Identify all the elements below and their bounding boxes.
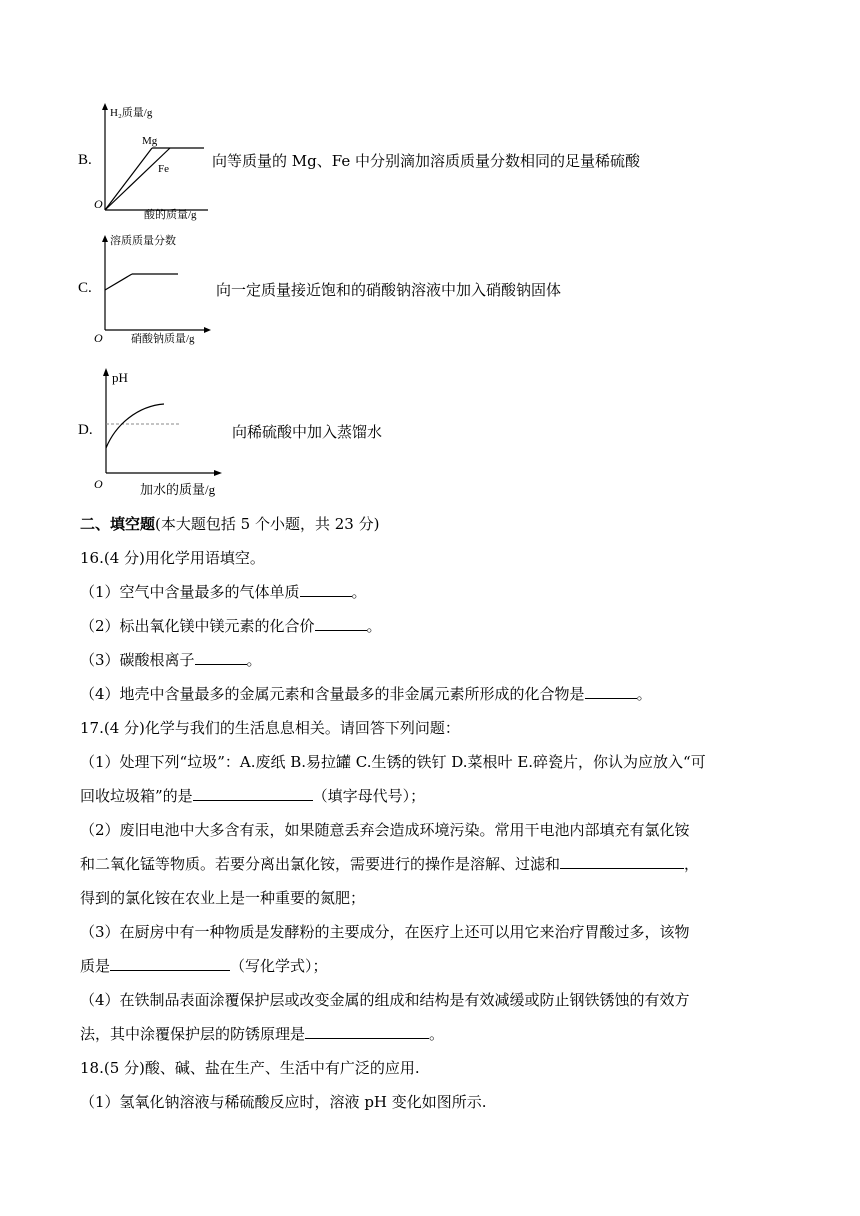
q17-p1-line1: （1）处理下列“垃圾”：A.废纸 B.易拉罐 C.生锈的铁钉 D.菜根叶 E.碎瓷片，你认为应放入“可 xyxy=(80,753,706,771)
q16-blank-4[interactable] xyxy=(585,684,637,699)
q16-blank-3[interactable] xyxy=(195,650,247,665)
q16-item-4: （4）地壳中含量最多的金属元素和含量最多的非金属元素所形成的化合物是 。 xyxy=(80,685,652,703)
q17-p2-line3: 得到的氯化铵在农业上是一种重要的氮肥； xyxy=(80,889,366,907)
section-title: 二、填空题 xyxy=(80,515,156,533)
option-d-letter: D. xyxy=(78,422,93,438)
q17-stem: 17.(4 分)化学与我们的生活息息相关。请回答下列问题： xyxy=(80,719,460,737)
q17-p2-line1: （2）废旧电池中大多含有汞，如果随意丢弃会造成环境污染。常用干电池内部填充有氯化铵 xyxy=(80,821,690,839)
q18-p1: （1）氢氧化钠溶液与稀硫酸反应时，溶液 pH 变化如图所示. xyxy=(80,1093,487,1111)
option-b-label-fe: Fe xyxy=(158,163,169,175)
option-d-origin: O xyxy=(94,477,103,491)
option-d-y-axis-label: pH xyxy=(112,370,128,385)
option-b-label-mg: Mg xyxy=(142,135,158,147)
option-c-origin: O xyxy=(94,331,103,345)
q17-blank-1[interactable] xyxy=(193,786,313,801)
option-c-text: 向一定质量接近饱和的硝酸钠溶液中加入硝酸钠固体 xyxy=(216,281,562,299)
q17-p3-line1: （3）在厨房中有一种物质是发酵粉的主要成分，在医疗上还可以用它来治疗胃酸过多，该物 xyxy=(80,923,690,941)
q17-p1-line2: 回收垃圾箱”的是 （填字母代号）； xyxy=(80,787,426,805)
q17-p4-line1: （4）在铁制品表面涂覆保护层或改变金属的组成和结构是有效减缓或防止钢铁锈蚀的有效方 xyxy=(80,991,690,1009)
option-b-text: 向等质量的 Mg、Fe 中分别滴加溶质质量分数相同的足量稀硫酸 xyxy=(212,152,640,170)
q17-p2-line2: 和二氧化锰等物质。若要分离出氯化铵，需要进行的操作是溶解、过滤和 ， xyxy=(80,855,700,873)
option-b-y-axis-label: H₂质量/g xyxy=(110,107,153,119)
q17-p4-line2: 法，其中涂覆保护层的防锈原理是 。 xyxy=(80,1025,445,1043)
option-d-text: 向稀硫酸中加入蒸馏水 xyxy=(232,423,383,441)
q17-blank-2[interactable] xyxy=(560,854,684,869)
q16-item-1: （1）空气中含量最多的气体单质 。 xyxy=(80,583,367,601)
section-heading xyxy=(80,514,379,534)
q17-blank-3[interactable] xyxy=(110,956,230,971)
q18-stem: 18.(5 分)酸、碱、盐在生产、生活中有广泛的应用. xyxy=(80,1059,420,1077)
option-b-letter: B. xyxy=(78,152,92,168)
q16-item-2: （2）标出氧化镁中镁元素的化合价 。 xyxy=(80,617,382,635)
option-c-y-axis-label: 溶质质量分数 xyxy=(110,235,176,247)
option-b-graph xyxy=(94,100,214,222)
q16-item-3: （3）碳酸根离子 。 xyxy=(80,651,262,669)
q16-blank-2[interactable] xyxy=(315,616,367,631)
option-b-origin: O xyxy=(94,197,103,211)
option-c-graph xyxy=(94,232,224,347)
option-b-x-axis-label: 酸的质量/g xyxy=(144,209,197,221)
q16-stem: 16.(4 分)用化学用语填空。 xyxy=(80,549,265,567)
option-d-x-axis-label: 加水的质量/g xyxy=(140,482,216,497)
q17-blank-4[interactable] xyxy=(305,1024,429,1039)
section-note: (本大题包括 5 个小题，共 23 分) xyxy=(155,515,380,533)
option-d-graph xyxy=(94,366,239,498)
q17-p3-line2: 质是 （写化学式）； xyxy=(80,957,328,975)
q16-blank-1[interactable] xyxy=(300,582,352,597)
option-c-letter: C. xyxy=(78,280,92,296)
option-c-x-axis-label: 硝酸钠质量/g xyxy=(131,333,195,345)
